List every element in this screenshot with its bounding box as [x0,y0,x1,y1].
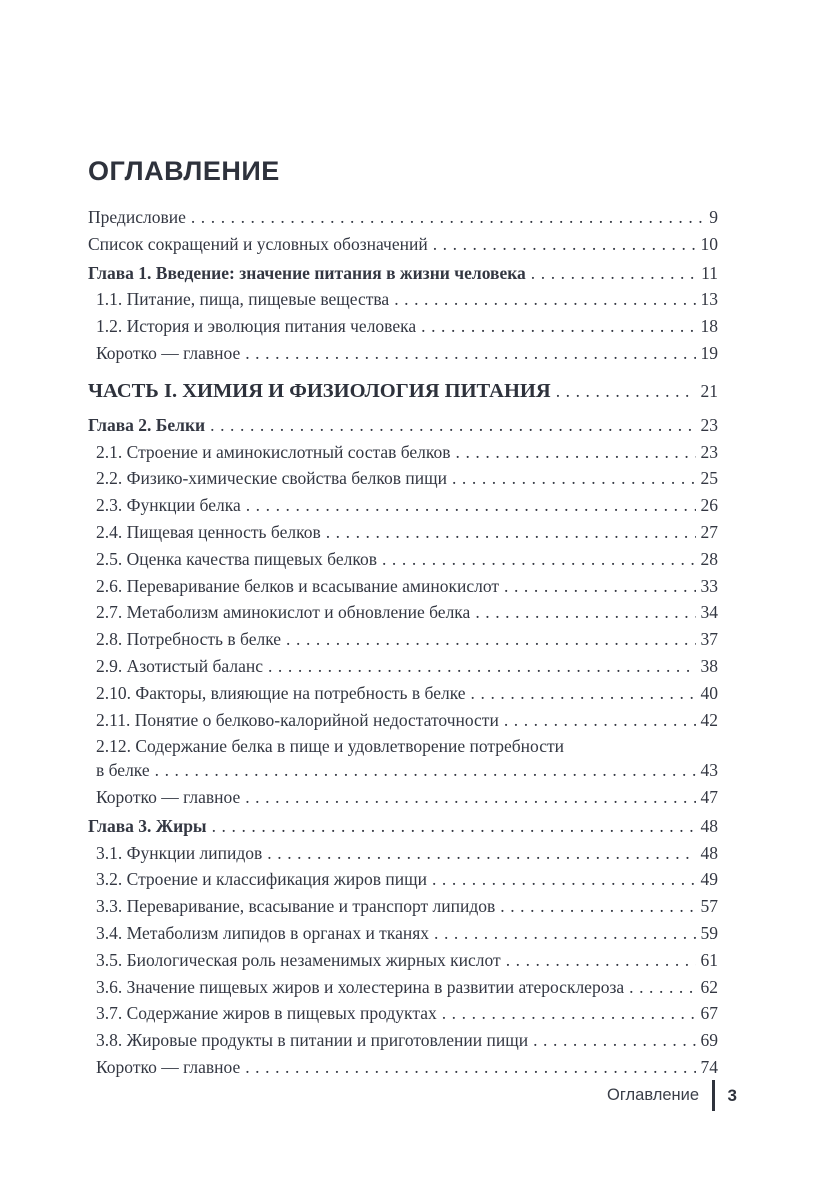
toc-entry [96,465,718,492]
toc-entry [88,231,718,258]
toc-entry-page: 19 [700,342,718,363]
toc-entry-page: 69 [700,1030,718,1051]
toc-entry-label: Коротко — главное [96,342,241,363]
dot-leader [434,920,695,947]
dot-leader [191,204,704,231]
toc-entry [96,492,718,519]
toc-entry [96,286,718,313]
toc-entry [96,1000,718,1027]
toc-entry-label: 3.2. Строение и классификация жиров пищи [96,869,427,890]
toc-entry [96,519,718,546]
dot-leader [471,680,696,707]
toc-entry-page: 11 [701,262,718,283]
toc-entry-label: Список сокращений и условных обозначений [88,233,428,254]
toc-entry-page: 26 [700,495,718,516]
toc-entry [96,1027,718,1054]
toc-entry-page: 13 [700,289,718,310]
toc-list [88,204,718,1081]
dot-leader [326,519,696,546]
footer-section-label: Оглавление [607,1086,700,1104]
dot-leader [506,947,696,974]
dot-leader [504,707,696,734]
dot-leader [475,599,695,626]
toc-entry-page: 43 [700,760,718,781]
toc-entry-page: 61 [700,949,718,970]
footer-divider [712,1080,715,1111]
toc-entry [96,439,718,466]
toc-entry [96,680,718,707]
toc-content [88,156,718,1081]
toc-entry [88,813,718,840]
toc-entry [96,313,718,340]
toc-entry-page: 47 [700,786,718,807]
toc-entry-page: 49 [700,869,718,890]
dot-leader [432,866,696,893]
page-title: ОГЛАВЛЕНИЕ [88,156,280,186]
dot-leader [442,1000,696,1027]
toc-entry-page: 23 [700,441,718,462]
toc-entry-page: 74 [700,1056,718,1077]
dot-leader [504,573,695,600]
dot-leader [246,492,696,519]
dot-leader [421,313,695,340]
toc-entry-page: 21 [700,380,718,401]
footer-page-number: 3 [727,1085,737,1105]
toc-entry-label: 3.4. Метаболизм липидов в органах и тканях [96,922,430,943]
toc-entry-label: 1.2. История и эволюция питания человека [96,316,417,337]
toc-entry-label: Глава 1. Введение: значение питания в жизни человека [88,262,526,283]
toc-entry [96,573,718,600]
toc-entry-page: 48 [700,842,718,863]
toc-entry-label: 2.1. Строение и аминокислотный состав белков [96,441,451,462]
toc-entry-page: 27 [700,521,718,542]
dot-leader [382,546,696,573]
toc-entry-label: 2.7. Метаболизм аминокислот и обновление белка [96,602,471,623]
toc-entry [96,340,718,367]
dot-leader [245,784,695,811]
dot-leader [531,260,696,287]
dot-leader [267,840,695,867]
dot-leader [245,340,695,367]
toc-entry-label: 2.8. Потребность в белке [96,629,282,650]
toc-entry [88,204,718,231]
toc-entry-label: 3.8. Жировые продукты в питании и приготовлении пищи [96,1030,529,1051]
toc-entry [96,920,718,947]
dot-leader [286,626,695,653]
toc-entry-label: Предисловие [88,207,186,227]
toc-entry-page: 10 [700,233,718,254]
toc-entry [96,653,718,680]
dot-leader [556,376,696,406]
toc-entry-label: Глава 2. Белки [88,414,206,435]
dot-leader [212,813,696,840]
dot-leader [268,653,696,680]
toc-entry-label: 3.5. Биологическая роль незаменимых жирных кислот [96,949,501,970]
toc-entry-label: 3.7. Содержание жиров в пищевых продуктах [96,1003,437,1024]
dot-leader [629,974,695,1001]
toc-entry-page: 34 [700,602,718,623]
dot-leader [155,757,696,784]
toc-entry-label: 3.1. Функции липидов [96,842,263,863]
toc-entry [88,260,718,287]
toc-entry-page: 37 [700,629,718,650]
toc-entry-page: 42 [700,709,718,730]
toc-entry-page: 40 [700,682,718,703]
toc-entry [96,733,718,760]
toc-entry [96,757,718,784]
toc-entry-page: 38 [700,655,718,676]
toc-entry-label: 2.2. Физико-химические свойства белков пищи [96,468,447,489]
toc-entry-label: 3.6. Значение пищевых жиров и холестерина в развитии атеросклероза [96,976,625,997]
toc-entry-page: 18 [700,316,718,337]
dot-leader [452,465,696,492]
toc-entry-page: 57 [700,896,718,917]
toc-entry-page: 59 [700,922,718,943]
toc-entry-label: 1.1. Питание, пища, пищевые вещества [96,289,390,310]
toc-entry-page: 25 [700,468,718,489]
toc-entry [96,546,718,573]
dot-leader [433,231,696,258]
toc-entry-label: 2.11. Понятие о белково-калорийной недостаточности [96,709,499,730]
toc-entry-label: 2.5. Оценка качества пищевых белков [96,548,377,569]
toc-entry-label-continuation: в белке [96,760,150,781]
toc-entry [96,1054,718,1081]
toc-entry-label: 2.6. Переваривание белков и всасывание аминокислот [96,575,500,596]
dot-leader [245,1054,695,1081]
toc-entry [96,893,718,920]
toc-entry-label: ЧАСТЬ I. ХИМИЯ И ФИЗИОЛОГИЯ ПИТАНИЯ [88,379,551,402]
toc-entry [88,376,718,406]
toc-entry-label: 2.9. Азотистый баланс [96,655,263,676]
toc-entry [96,866,718,893]
toc-entry-page: 9 [709,207,718,227]
toc-entry [88,412,718,439]
toc-entry-label: 2.3. Функции белка [96,495,241,516]
dot-leader [533,1027,695,1054]
toc-entry-label: 2.12. Содержание белка в пище и удовлетворение потребности [96,736,564,757]
dot-leader [500,893,695,920]
toc-entry-page: 67 [700,1003,718,1024]
toc-entry [96,599,718,626]
toc-entry-page: 33 [700,575,718,596]
dot-leader [394,286,695,313]
toc-entry [96,840,718,867]
toc-entry-label: Глава 3. Жиры [88,815,207,836]
toc-entry-label: 2.4. Пищевая ценность белков [96,521,321,542]
page-footer [607,1080,737,1111]
dot-leader [210,412,695,439]
toc-entry-label: 3.3. Переваривание, всасывание и транспорт липидов [96,896,496,917]
toc-entry [96,626,718,653]
toc-entry-page: 62 [700,976,718,997]
toc-entry [96,707,718,734]
toc-entry [96,947,718,974]
toc-entry-page: 28 [700,548,718,569]
toc-entry-page: 48 [700,815,718,836]
toc-entry-label: Коротко — главное [96,1056,241,1077]
dot-leader [456,439,696,466]
toc-entry-label: Коротко — главное [96,786,241,807]
toc-entry-label: 2.10. Факторы, влияющие на потребность в белке [96,682,466,703]
toc-entry [96,784,718,811]
toc-entry [96,974,718,1001]
toc-entry-page: 23 [700,414,718,435]
